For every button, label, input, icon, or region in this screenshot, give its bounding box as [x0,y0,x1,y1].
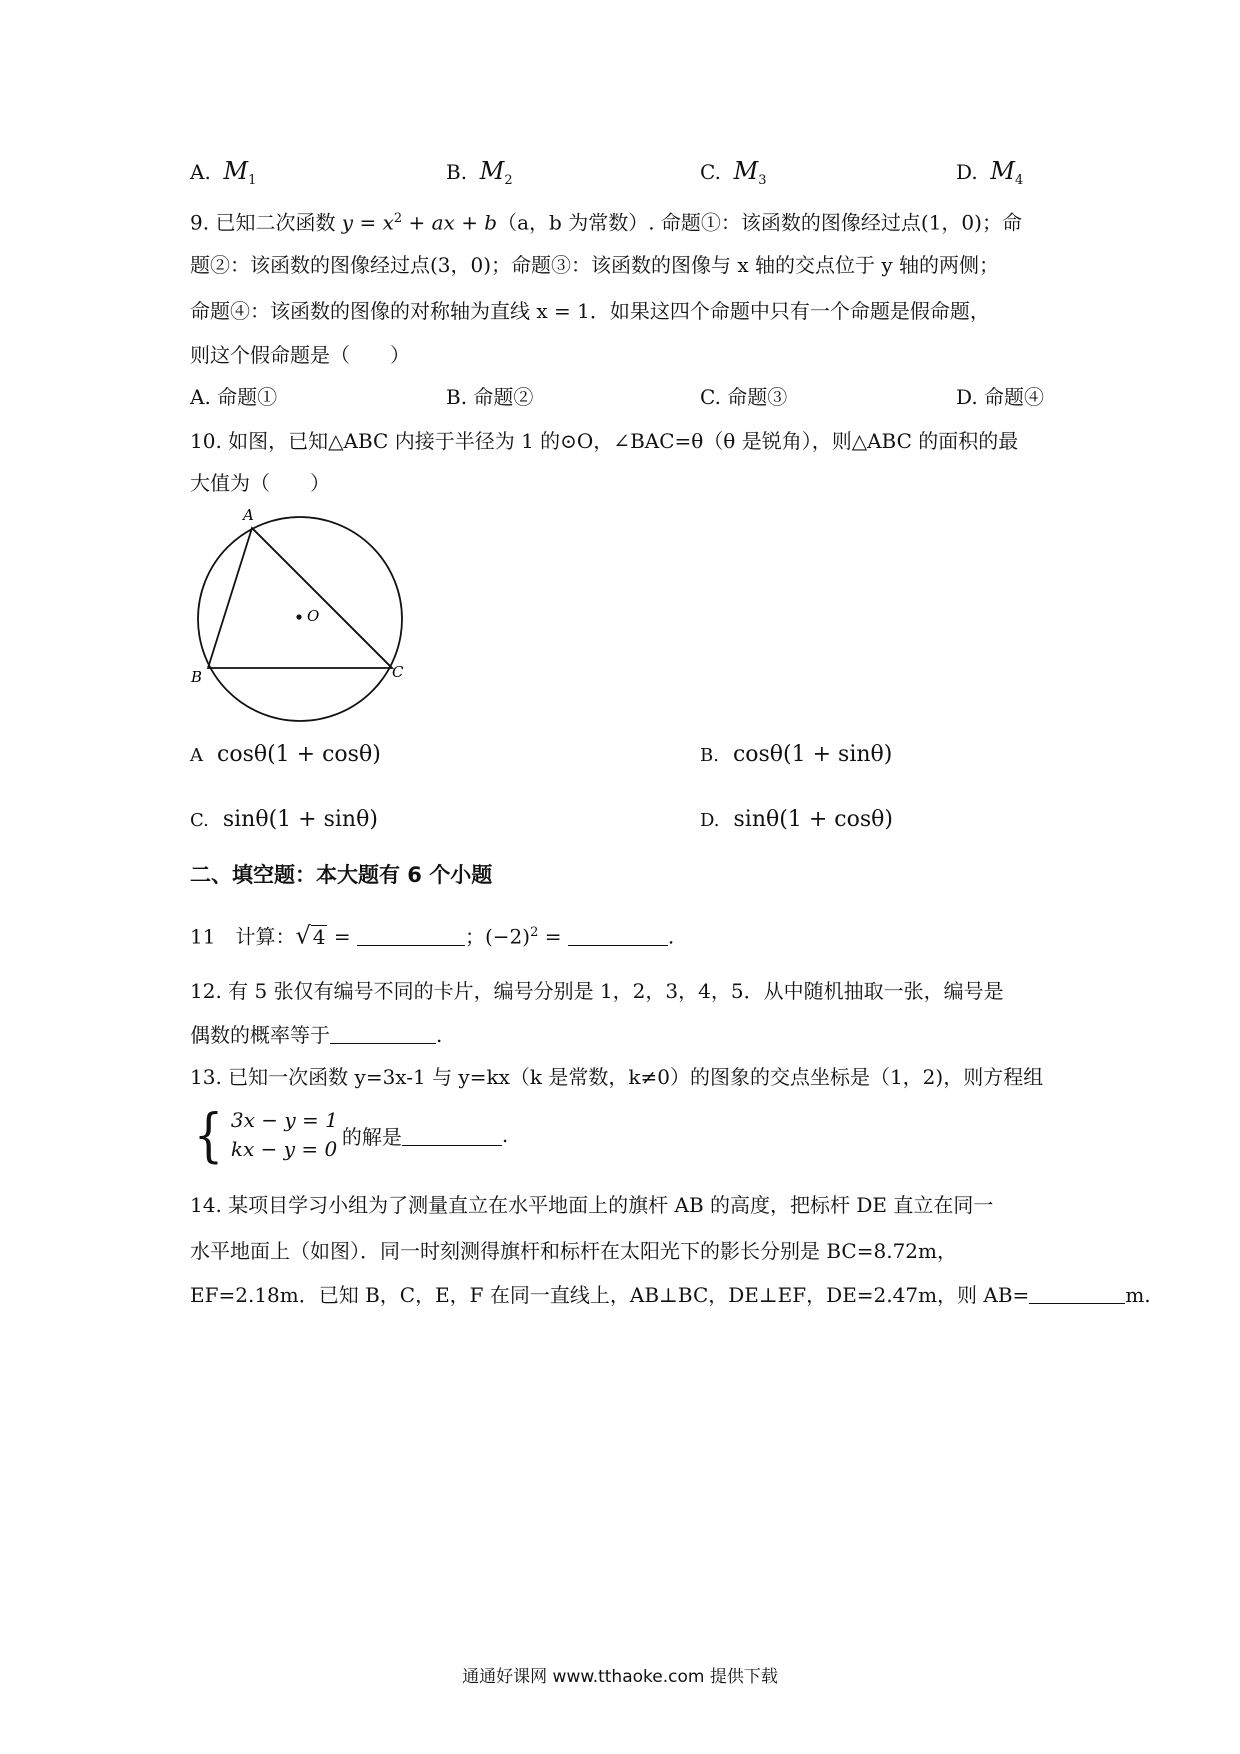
label-c: C [392,663,404,681]
label-a: A [243,506,254,524]
q10-option-d: D. sinθ(1 + cosθ) [700,807,893,832]
q10-circle-figure [185,505,415,725]
center-dot [296,614,301,619]
q9-option-a: A. 命题① [190,385,278,409]
q11-line: 11 计算：√ 4 = ；$(-2)^2$ = . [190,921,675,950]
q14-line-2: 水平地面上（如图）．同一时刻测得旗杆和标杆在太阳光下的影长分别是 BC=8.72m， [190,1239,957,1263]
q11-blank-2 [568,925,668,946]
label-b: B [191,668,203,686]
q10-option-b: B. cosθ(1 + sinθ) [700,742,893,767]
q11-blank-1 [357,925,465,946]
q13-equation-system: { 3x − y = 1 kx − y = 0 的解是 . [193,1101,509,1169]
q13-blank [402,1125,502,1146]
q13-eq-row-1: 3x − y = 1 [230,1108,338,1132]
q14-blank [1029,1283,1125,1304]
q9-line-2: 题②：该函数的图像经过点(3，0)；命题③：该函数的图像与 x 轴的交点位于 y 轴的两侧； [190,253,1000,277]
q10-option-a: A cosθ(1 + cosθ) [190,742,381,767]
q9-line-3: 命题④：该函数的图像的对称轴为直线 x = 1．如果这四个命题中只有一个命题是假命题， [190,299,990,323]
q10-option-c: C. sinθ(1 + sinθ) [190,807,378,832]
page-footer: 通通好课网 www.tthaoke.com 提供下载 [462,1667,778,1687]
q8-option-d: D. $M_4$ [956,157,1024,188]
q9-line-1: 9. 已知二次函数 $y = x^2$ + ax + b（a，b 为常数）. 命题①：该函数的图像经过点(1，0)；命 [190,210,1022,235]
q9-option-b: B. 命题② [446,385,534,409]
segment-ac [252,528,392,668]
q10-line-2: 大值为（ ） [190,471,330,495]
q12-line-1: 12. 有 5 张仅有编号不同的卡片，编号分别是 1，2，3，4，5．从中随机抽取一张，编号是 [190,979,1004,1003]
q13-eq-row-2: kx − y = 0 [230,1137,338,1161]
q13-line-1: 13. 已知一次函数 y=3x-1 与 y=kx（k 是常数，k≠0）的图象的交点坐标是（1，2)，则方程组 [190,1065,1044,1089]
q9-line-4: 则这个假命题是（ ） [190,343,410,367]
q8-option-a: A. $M_1$ [190,157,257,188]
q9-option-c: C. 命题③ [700,385,788,409]
section-2-heading: 二、填空题：本大题有 6 个小题 [190,863,493,887]
triangle-abc [208,528,392,668]
q12-blank [330,1023,436,1044]
q12-line-2: 偶数的概率等于 . [190,1023,443,1047]
q8-option-b: B. $M_2$ [446,157,513,188]
q9-option-d: D. 命题④ [956,385,1045,409]
q14-line-1: 14. 某项目学习小组为了测量直立在水平地面上的旗杆 AB 的高度，把标杆 DE 直立在同一 [190,1193,994,1217]
q14-line-3: EF=2.18m．已知 B，C，E，F 在同一直线上，AB⊥BC，DE⊥EF，DE=2.47m，则 AB= m. [190,1283,1151,1307]
q10-line-1: 10. 如图，已知△ABC 内接于半径为 1 的⊙O，∠BAC=θ（θ 是锐角），则△ABC 的面积的最 [190,429,1019,453]
q8-option-c: C. $M_3$ [700,157,767,188]
label-o: O [307,607,320,625]
